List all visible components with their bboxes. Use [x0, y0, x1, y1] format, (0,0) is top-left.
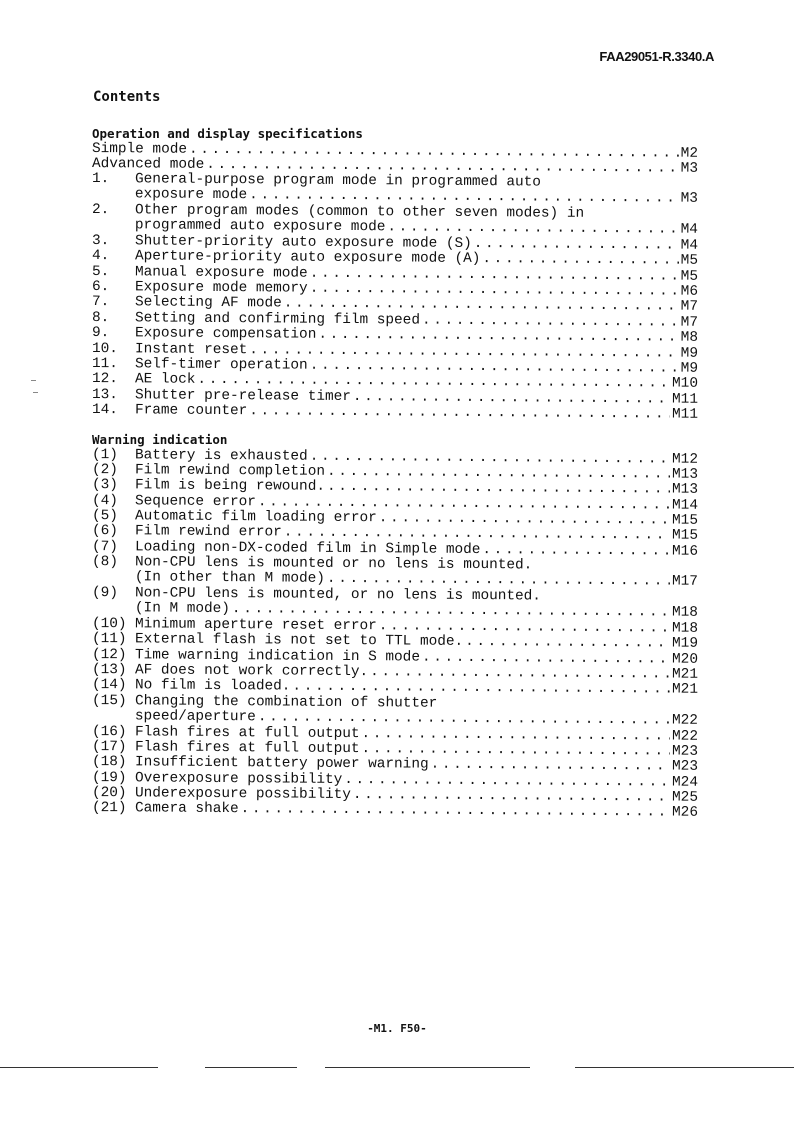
page-ref: M7: [680, 299, 699, 316]
entry-number: 4.: [91, 248, 110, 265]
entry-title: Overexposure possibility: [134, 770, 343, 788]
dot-leader: [482, 252, 678, 269]
page-ref: M22: [672, 728, 699, 745]
page-ref: M3: [680, 191, 698, 208]
dot-leader: [241, 803, 671, 822]
page-ref: M20: [672, 651, 699, 668]
entry-number: (7): [91, 538, 118, 556]
entry-title: General-purpose program mode in programmed auto: [135, 171, 542, 191]
margin-mark: [31, 380, 36, 381]
entry-title: Flash fires at full output: [134, 723, 360, 742]
entry-title: Shutter pre-release timer: [134, 387, 351, 405]
entry-number: 8.: [91, 309, 110, 326]
entry-number: 6.: [91, 279, 110, 296]
entry-line: [135, 802, 698, 822]
entry-number: (19): [91, 769, 127, 786]
entry-title: Aperture-priority auto exposure mode (A): [134, 248, 481, 268]
entry-number: (18): [91, 754, 127, 771]
entry-title: Other program modes (common to other seven modes) in: [135, 202, 585, 222]
entry-number: (17): [91, 738, 127, 756]
entry-number: (2): [91, 461, 118, 479]
page-ref: M23: [672, 758, 699, 776]
entry-title: Time warning indication in S mode: [134, 646, 421, 666]
page-ref: M5: [680, 252, 699, 269]
entry-number: (11): [91, 631, 127, 648]
toc-entry: [92, 403, 698, 423]
bottom-rule-right: [575, 1067, 794, 1068]
page-ref: M12: [672, 451, 699, 468]
margin-mark: [33, 392, 38, 393]
entry-number: (12): [91, 646, 127, 663]
page-ref: M22: [671, 712, 698, 729]
entry-title: Flash fires at full output: [134, 739, 360, 758]
entry-title: No film is loaded.: [134, 677, 291, 695]
entry-title: Camera shake: [134, 800, 239, 818]
entry-title: Self-timer operation: [134, 356, 308, 374]
entry-number: (14): [91, 677, 127, 694]
bottom-rule-left: [0, 1067, 158, 1068]
entry-title: AE lock: [134, 371, 196, 389]
entry-title: Film rewind completion: [134, 462, 326, 480]
entry-number: 11.: [91, 355, 118, 373]
entry-title: Film is being rewound.: [134, 477, 326, 496]
entry-title: Simple mode: [91, 140, 188, 158]
entry-number: 10.: [91, 340, 118, 357]
entry-title: programmed auto exposure mode: [134, 217, 386, 236]
entry-text: [92, 403, 698, 423]
toc-entry: [92, 801, 698, 821]
dot-leader: [249, 404, 670, 423]
entry-text: [92, 801, 698, 821]
entry-number: (4): [91, 492, 118, 509]
toc-section-warning: [91, 432, 699, 822]
page-ref: M15: [672, 512, 699, 529]
entry-title: Advanced mode: [91, 155, 205, 173]
entry-title: Manual exposure mode: [134, 263, 308, 282]
page-ref: M11: [672, 406, 699, 423]
page-ref: M24: [672, 774, 699, 791]
contents-title: Contents: [93, 89, 161, 105]
entry-number: (9): [92, 585, 119, 602]
page-ref: M6: [680, 283, 699, 300]
page-ref: M17: [671, 574, 698, 591]
page-ref: M18: [671, 604, 698, 622]
entry-title: External flash is not set to TTL mode.: [134, 631, 464, 651]
entry-title: (In M mode): [134, 600, 231, 618]
page-ref: M16: [672, 543, 699, 560]
entry-number: (16): [91, 723, 127, 740]
entry-title: Insufficient battery power warning: [134, 754, 429, 773]
page-ref: M3: [680, 160, 699, 177]
page-ref: M19: [672, 635, 699, 652]
page-ref: M21: [672, 681, 699, 699]
entry-title: Loading non-DX-coded film in Simple mode: [134, 539, 481, 558]
entry-title: AF does not work correctly.: [134, 662, 369, 681]
entry-number: (20): [91, 785, 127, 802]
section-heading: Operation and display specifications: [92, 126, 363, 141]
entry-number: 5.: [91, 263, 110, 280]
entry-number: 13.: [91, 386, 118, 403]
entry-number: 7.: [91, 294, 110, 311]
entry-number: (21): [91, 800, 127, 817]
bottom-rule-center: [325, 1067, 530, 1068]
entry-number: (6): [91, 523, 118, 540]
entry-number: (13): [91, 661, 127, 679]
page-ref: M5: [680, 268, 699, 285]
page-ref: M9: [680, 360, 699, 377]
page-ref: M4: [680, 237, 699, 254]
page-ref: M8: [680, 329, 699, 346]
entry-title: Shutter-priority auto exposure mode (S): [134, 233, 472, 252]
entry-number: 3.: [91, 232, 110, 249]
page-ref: M15: [672, 528, 699, 545]
entry-title: Changing the combination of shutter: [135, 693, 438, 712]
entry-title: exposure mode: [134, 187, 248, 204]
page-ref: M18: [672, 620, 699, 637]
entry-number: (5): [91, 508, 118, 525]
page-ref: M4: [680, 222, 698, 239]
entry-title: Setting and confirming film speed: [134, 310, 421, 329]
page-ref: M13: [672, 481, 699, 499]
page-ref: M13: [672, 466, 699, 483]
entry-title: Sequence error: [134, 493, 256, 510]
entry-number: 1.: [92, 171, 110, 188]
entry-title: Battery is exhausted: [134, 446, 308, 465]
entry-number: (15): [92, 692, 127, 710]
entry-title: Non-CPU lens is mounted, or no lens is mounted.: [135, 585, 542, 605]
document-id: FAA29051-R.3340.A: [599, 49, 714, 64]
page-ref: M7: [680, 314, 699, 331]
page-ref: M11: [672, 391, 699, 408]
section-heading: Warning indication: [92, 432, 228, 447]
page-footer: -M1. F50-: [367, 1022, 427, 1035]
entry-number: (10): [91, 615, 127, 633]
entry-number: (1): [91, 446, 118, 463]
entry-number: 12.: [91, 371, 118, 388]
entry-title: Non-CPU lens is mounted or no lens is mounted.: [135, 554, 533, 574]
entry-number: 14.: [91, 402, 118, 419]
entry-title: Exposure compensation: [134, 325, 317, 343]
entry-title: Exposure mode memory: [134, 279, 308, 297]
dot-leader: [431, 758, 671, 775]
entry-title: speed/aperture: [134, 708, 256, 726]
entry-line: [135, 403, 698, 423]
entry-number: (3): [91, 477, 118, 494]
page-ref: M14: [672, 497, 699, 514]
page-ref: M2: [680, 145, 699, 162]
page-ref: M21: [672, 666, 699, 683]
entry-title: Film rewind error: [134, 523, 282, 541]
page-ref: M23: [672, 743, 699, 760]
entry-title: Automatic film loading error: [134, 508, 377, 527]
page-ref: M26: [672, 805, 699, 822]
entry-title: Frame counter: [134, 402, 248, 420]
entry-title: Minimum aperture reset error: [134, 616, 377, 635]
entry-number: (8): [92, 554, 119, 571]
bottom-rule-mid: [205, 1067, 297, 1068]
page-ref: M25: [672, 789, 699, 806]
entry-number: 2.: [92, 202, 110, 219]
toc-section-operation: [91, 126, 699, 423]
entry-title: Underexposure possibility: [134, 785, 351, 804]
entry-title: Instant reset: [134, 340, 248, 358]
entry-title: Selecting AF mode: [134, 294, 282, 312]
entry-number: 9.: [91, 325, 110, 342]
page-ref: M10: [672, 375, 699, 393]
dot-leader: [465, 635, 670, 652]
entry-title: (In other than M mode): [134, 569, 326, 588]
page-ref: M9: [680, 345, 699, 362]
